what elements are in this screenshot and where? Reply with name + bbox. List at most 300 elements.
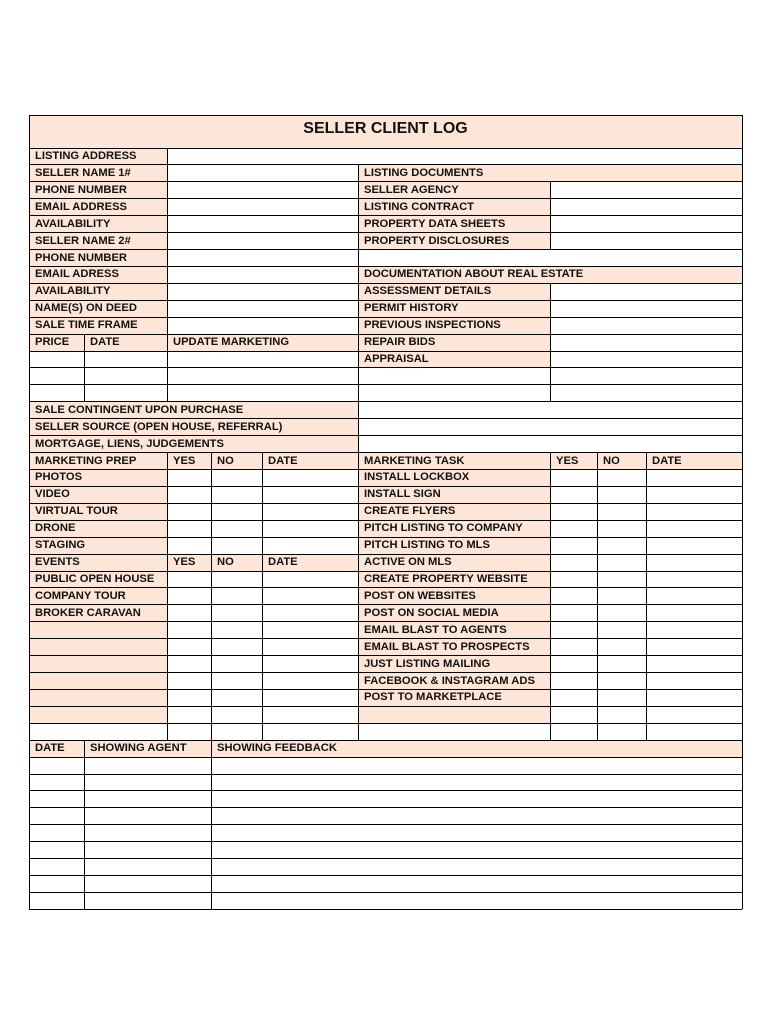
grid-line xyxy=(29,334,84,335)
grid-line xyxy=(550,469,551,486)
blank-cell[interactable] xyxy=(358,368,550,385)
grid-line xyxy=(29,706,167,707)
showing-date-input[interactable] xyxy=(29,757,84,774)
showing-agent-input[interactable] xyxy=(84,876,211,893)
grid-line xyxy=(597,554,598,571)
real-estate-doc-input[interactable] xyxy=(550,283,742,300)
showing-agent-input[interactable] xyxy=(84,774,211,791)
grid-line xyxy=(167,300,168,317)
grid-line xyxy=(167,706,168,723)
date-input[interactable] xyxy=(262,503,358,520)
real-estate-doc-input[interactable] xyxy=(550,351,742,368)
price-input[interactable] xyxy=(29,351,84,368)
grid-line xyxy=(84,909,211,910)
date-input[interactable] xyxy=(646,656,742,673)
no-checkbox[interactable] xyxy=(597,588,646,605)
real-estate-doc-input[interactable] xyxy=(550,334,742,351)
spacer-cell[interactable] xyxy=(550,723,597,740)
grid-line xyxy=(262,503,358,504)
empty-event-label xyxy=(29,706,167,723)
sale-detail-input[interactable] xyxy=(358,436,742,453)
listing-document-input[interactable] xyxy=(550,233,742,250)
grid-line xyxy=(262,486,358,487)
showing-date-input[interactable] xyxy=(29,876,84,893)
grid-line xyxy=(84,757,211,758)
grid-line xyxy=(358,520,359,537)
grid-line xyxy=(167,587,211,588)
grid-line xyxy=(742,402,743,419)
grid-line xyxy=(29,469,167,470)
grid-line xyxy=(84,740,85,757)
grid-line xyxy=(646,655,742,656)
grid-line xyxy=(550,452,597,453)
grid-line xyxy=(742,250,743,267)
grid-line xyxy=(167,334,358,335)
real-estate-doc-input[interactable] xyxy=(550,300,742,317)
grid-line xyxy=(167,233,168,250)
grid-line xyxy=(167,672,211,673)
grid-line xyxy=(29,706,30,723)
yes-checkbox[interactable] xyxy=(550,537,597,554)
date-input[interactable] xyxy=(262,571,358,588)
seller-info-input[interactable] xyxy=(167,250,358,267)
no-checkbox[interactable] xyxy=(597,689,646,706)
grid-line xyxy=(211,469,212,486)
yes-checkbox[interactable] xyxy=(167,537,211,554)
date-input[interactable] xyxy=(262,673,358,690)
grid-line xyxy=(262,706,358,707)
no-checkbox[interactable] xyxy=(597,537,646,554)
grid-line xyxy=(358,622,359,639)
showing-agent-input[interactable] xyxy=(84,791,211,808)
yes-checkbox[interactable] xyxy=(167,503,211,520)
showing-feedback-input[interactable] xyxy=(211,892,742,909)
sale-detail-input[interactable] xyxy=(358,419,742,436)
sale-detail-label: SELLER SOURCE (OPEN HOUSE, REFERRAL) xyxy=(29,419,358,436)
seller-info-input[interactable] xyxy=(167,233,358,250)
sale-detail-input[interactable] xyxy=(358,402,742,419)
spacer-cell[interactable] xyxy=(167,723,211,740)
showing-date-input[interactable] xyxy=(29,808,84,825)
no-checkbox[interactable] xyxy=(211,520,262,537)
spacer-cell[interactable] xyxy=(646,723,742,740)
date-input[interactable] xyxy=(646,486,742,503)
grid-line xyxy=(29,723,167,724)
no-checkbox[interactable] xyxy=(597,469,646,486)
date-input[interactable] xyxy=(262,622,358,639)
seller-info-input[interactable] xyxy=(167,283,358,300)
spacer-cell[interactable] xyxy=(358,723,550,740)
grid-line xyxy=(646,689,647,706)
grid-line xyxy=(262,486,263,503)
yes-checkbox[interactable] xyxy=(167,639,211,656)
seller-info-input[interactable] xyxy=(167,300,358,317)
grid-line xyxy=(646,469,742,470)
grid-line xyxy=(358,486,359,503)
showing-feedback-input[interactable] xyxy=(211,774,742,791)
showing-date-input[interactable] xyxy=(29,892,84,909)
blank-cell[interactable] xyxy=(358,385,550,402)
grid-line xyxy=(167,317,168,334)
grid-line xyxy=(211,571,212,588)
no-checkbox[interactable] xyxy=(597,571,646,588)
no-checkbox[interactable] xyxy=(597,503,646,520)
grid-line xyxy=(211,807,742,808)
grid-line xyxy=(167,655,211,656)
grid-line xyxy=(597,621,646,622)
no-checkbox[interactable] xyxy=(211,605,262,622)
grid-line xyxy=(211,892,742,893)
showing-feedback-input[interactable] xyxy=(211,808,742,825)
grid-line xyxy=(742,419,743,436)
yes-checkbox[interactable] xyxy=(167,469,211,486)
listing-document-input[interactable] xyxy=(550,182,742,199)
grid-line xyxy=(29,757,84,758)
date-input[interactable] xyxy=(84,385,167,402)
showing-agent-input[interactable] xyxy=(84,859,211,876)
grid-line xyxy=(646,486,742,487)
date-input[interactable] xyxy=(646,706,742,723)
date-input[interactable] xyxy=(84,351,167,368)
grid-line xyxy=(550,655,597,656)
showing-date-input[interactable] xyxy=(29,825,84,842)
grid-line xyxy=(358,706,550,707)
date-input[interactable] xyxy=(262,520,358,537)
grid-line xyxy=(597,453,598,470)
grid-line xyxy=(646,673,647,690)
showing-date-input[interactable] xyxy=(29,842,84,859)
grid-line xyxy=(597,452,646,453)
grid-line xyxy=(646,706,742,707)
grid-line xyxy=(742,876,743,893)
grid-line xyxy=(358,198,550,199)
seller-info-input[interactable] xyxy=(167,199,358,216)
grid-line xyxy=(29,317,30,334)
grid-line xyxy=(597,672,646,673)
real-estate-doc-label: REPAIR BIDS xyxy=(358,334,550,351)
grid-line xyxy=(742,588,743,605)
no-checkbox[interactable] xyxy=(597,605,646,622)
grid-line xyxy=(29,351,84,352)
no-checkbox[interactable] xyxy=(597,639,646,656)
grid-line xyxy=(211,503,212,520)
date-input[interactable] xyxy=(262,639,358,656)
yes-checkbox[interactable] xyxy=(550,656,597,673)
empty-task-label xyxy=(358,706,550,723)
grid-line xyxy=(646,588,647,605)
grid-line xyxy=(211,859,212,876)
date-header: DATE xyxy=(646,453,742,470)
grid-line xyxy=(262,469,358,470)
grid-line xyxy=(742,656,743,673)
yes-checkbox[interactable] xyxy=(550,486,597,503)
grid-line xyxy=(29,892,30,909)
listing-document-label: PROPERTY DATA SHEETS xyxy=(358,216,550,233)
grid-line xyxy=(550,317,551,334)
date-input[interactable] xyxy=(262,656,358,673)
grid-line xyxy=(550,283,551,300)
grid-line xyxy=(29,334,30,351)
showing-date-input[interactable] xyxy=(29,791,84,808)
no-checkbox[interactable] xyxy=(597,554,646,571)
marketing-task-item: CREATE FLYERS xyxy=(358,503,550,520)
showing-feedback-input[interactable] xyxy=(211,757,742,774)
grid-line xyxy=(29,233,30,250)
showing-agent-input[interactable] xyxy=(84,825,211,842)
date-input[interactable] xyxy=(646,554,742,571)
date-input[interactable] xyxy=(646,503,742,520)
blank-cell[interactable] xyxy=(550,385,742,402)
grid-line xyxy=(167,266,358,267)
showing-feedback-input[interactable] xyxy=(211,859,742,876)
update-marketing-input[interactable] xyxy=(167,385,358,402)
grid-line xyxy=(646,706,647,723)
yes-checkbox[interactable] xyxy=(167,673,211,690)
grid-line xyxy=(167,317,358,318)
grid-line xyxy=(550,621,597,622)
yes-checkbox[interactable] xyxy=(550,622,597,639)
yes-checkbox[interactable] xyxy=(550,605,597,622)
grid-line xyxy=(550,605,551,622)
real-estate-doc-input[interactable] xyxy=(550,317,742,334)
spacer-cell[interactable] xyxy=(29,723,167,740)
seller-info-input[interactable] xyxy=(167,165,358,182)
date-input[interactable] xyxy=(262,689,358,706)
grid-line xyxy=(742,842,743,859)
date-input[interactable] xyxy=(646,622,742,639)
showing-feedback-input[interactable] xyxy=(211,842,742,859)
grid-line xyxy=(646,639,647,656)
update-marketing-input[interactable] xyxy=(167,351,358,368)
yes-checkbox[interactable] xyxy=(550,706,597,723)
real-estate-doc-label: ASSESSMENT DETAILS xyxy=(358,283,550,300)
no-checkbox[interactable] xyxy=(211,537,262,554)
showing-feedback-input[interactable] xyxy=(211,791,742,808)
showing-agent-input[interactable] xyxy=(84,892,211,909)
no-checkbox[interactable] xyxy=(597,622,646,639)
showing-agent-header: SHOWING AGENT xyxy=(84,740,211,757)
grid-line xyxy=(550,588,551,605)
grid-line xyxy=(211,706,212,723)
no-checkbox[interactable] xyxy=(211,588,262,605)
grid-line xyxy=(29,503,167,504)
spacer-cell[interactable] xyxy=(211,723,262,740)
empty-event-label xyxy=(29,689,167,706)
showing-feedback-input[interactable] xyxy=(211,825,742,842)
date-input[interactable] xyxy=(262,486,358,503)
no-checkbox[interactable] xyxy=(211,622,262,639)
grid-line xyxy=(262,520,263,537)
grid-line xyxy=(167,351,358,352)
grid-line xyxy=(550,181,742,182)
grid-line xyxy=(29,537,30,554)
grid-line xyxy=(597,571,646,572)
date-input[interactable] xyxy=(646,673,742,690)
grid-line xyxy=(358,520,550,521)
no-checkbox[interactable] xyxy=(211,656,262,673)
no-checkbox[interactable] xyxy=(211,673,262,690)
yes-checkbox[interactable] xyxy=(550,639,597,656)
grid-line xyxy=(29,520,167,521)
yes-checkbox[interactable] xyxy=(550,673,597,690)
real-estate-doc-label: APPRAISAL xyxy=(358,351,550,368)
date-input[interactable] xyxy=(262,537,358,554)
grid-line xyxy=(262,587,358,588)
grid-line xyxy=(550,537,597,538)
empty-event-label xyxy=(29,622,167,639)
grid-line xyxy=(597,520,598,537)
grid-line xyxy=(646,469,647,486)
date-input[interactable] xyxy=(646,639,742,656)
date-input[interactable] xyxy=(646,605,742,622)
grid-line xyxy=(597,723,598,740)
grid-line xyxy=(29,571,167,572)
grid-line xyxy=(167,604,211,605)
showing-agent-input[interactable] xyxy=(84,808,211,825)
blank-row[interactable] xyxy=(358,250,742,267)
no-checkbox[interactable] xyxy=(597,673,646,690)
grid-line xyxy=(358,351,550,352)
yes-checkbox[interactable] xyxy=(167,571,211,588)
no-checkbox[interactable] xyxy=(211,706,262,723)
no-checkbox[interactable] xyxy=(211,469,262,486)
date-input[interactable] xyxy=(262,588,358,605)
grid-line xyxy=(84,842,85,859)
grid-line xyxy=(597,706,598,723)
marketing-task-item: JUST LISTING MAILING xyxy=(358,656,550,673)
grid-line xyxy=(742,706,743,723)
no-checkbox[interactable] xyxy=(211,689,262,706)
marketing-prep-item: PHOTOS xyxy=(29,469,167,486)
grid-line xyxy=(29,587,167,588)
yes-checkbox[interactable] xyxy=(550,588,597,605)
grid-line xyxy=(29,909,84,910)
grid-line xyxy=(550,469,597,470)
grid-line xyxy=(646,554,647,571)
showing-date-input[interactable] xyxy=(29,859,84,876)
yes-checkbox[interactable] xyxy=(550,503,597,520)
grid-line xyxy=(167,689,211,690)
no-checkbox[interactable] xyxy=(211,486,262,503)
date-input[interactable] xyxy=(646,469,742,486)
date-input[interactable] xyxy=(262,706,358,723)
no-checkbox[interactable] xyxy=(597,520,646,537)
seller-info-input[interactable] xyxy=(167,216,358,233)
grid-line xyxy=(167,554,168,571)
yes-checkbox[interactable] xyxy=(550,689,597,706)
yes-checkbox[interactable] xyxy=(550,520,597,537)
listing-document-input[interactable] xyxy=(550,199,742,216)
grid-line xyxy=(358,621,550,622)
showing-date-input[interactable] xyxy=(29,774,84,791)
grid-line xyxy=(84,351,167,352)
showing-feedback-input[interactable] xyxy=(211,876,742,893)
yes-checkbox[interactable] xyxy=(167,588,211,605)
grid-line xyxy=(550,723,597,724)
grid-line xyxy=(84,774,85,791)
date-input[interactable] xyxy=(84,368,167,385)
date-input[interactable] xyxy=(262,605,358,622)
yes-checkbox[interactable] xyxy=(167,706,211,723)
grid-line xyxy=(358,367,550,368)
date-input[interactable] xyxy=(646,520,742,537)
showing-agent-input[interactable] xyxy=(84,757,211,774)
grid-line xyxy=(29,740,30,757)
seller-info-input[interactable] xyxy=(167,266,358,283)
grid-line xyxy=(550,672,597,673)
grid-line xyxy=(29,537,167,538)
yes-checkbox[interactable] xyxy=(167,486,211,503)
grid-line xyxy=(84,824,211,825)
no-checkbox[interactable] xyxy=(211,639,262,656)
real-estate-doc-label: PREVIOUS INSPECTIONS xyxy=(358,317,550,334)
date-input[interactable] xyxy=(646,537,742,554)
grid-line xyxy=(211,876,212,893)
yes-checkbox[interactable] xyxy=(167,605,211,622)
date-input[interactable] xyxy=(262,469,358,486)
spacer-cell[interactable] xyxy=(262,723,358,740)
marketing-task-item: EMAIL BLAST TO AGENTS xyxy=(358,622,550,639)
listing-address-input[interactable] xyxy=(167,148,742,165)
yes-checkbox[interactable] xyxy=(550,554,597,571)
spacer-cell[interactable] xyxy=(597,723,646,740)
no-checkbox[interactable] xyxy=(211,503,262,520)
yes-checkbox[interactable] xyxy=(167,689,211,706)
grid-line xyxy=(29,672,167,673)
yes-checkbox[interactable] xyxy=(167,656,211,673)
seller-info-input[interactable] xyxy=(167,182,358,199)
date-input[interactable] xyxy=(646,571,742,588)
grid-line xyxy=(742,774,743,791)
yes-header: YES xyxy=(167,554,211,571)
grid-line xyxy=(29,402,30,419)
grid-line xyxy=(167,639,168,656)
yes-checkbox[interactable] xyxy=(550,571,597,588)
yes-checkbox[interactable] xyxy=(167,622,211,639)
grid-line xyxy=(84,858,211,859)
no-checkbox[interactable] xyxy=(597,486,646,503)
grid-line xyxy=(358,233,359,250)
seller-info-input[interactable] xyxy=(167,317,358,334)
grid-line xyxy=(167,571,168,588)
yes-checkbox[interactable] xyxy=(550,469,597,486)
showing-date-header: DATE xyxy=(29,740,84,757)
grid-line xyxy=(550,571,551,588)
no-checkbox[interactable] xyxy=(211,571,262,588)
grid-line xyxy=(646,486,647,503)
grid-line xyxy=(84,368,85,385)
grid-line xyxy=(358,453,359,470)
grid-line xyxy=(29,317,167,318)
grid-line xyxy=(742,571,743,588)
no-checkbox[interactable] xyxy=(597,656,646,673)
grid-line xyxy=(167,689,168,706)
date-input[interactable] xyxy=(646,588,742,605)
grid-line xyxy=(262,554,358,555)
listing-document-input[interactable] xyxy=(550,216,742,233)
date-input[interactable] xyxy=(646,689,742,706)
no-checkbox[interactable] xyxy=(597,706,646,723)
showing-agent-input[interactable] xyxy=(84,842,211,859)
blank-cell[interactable] xyxy=(550,368,742,385)
grid-line xyxy=(742,216,743,233)
update-marketing-input[interactable] xyxy=(167,368,358,385)
price-input[interactable] xyxy=(29,385,84,402)
yes-checkbox[interactable] xyxy=(167,520,211,537)
grid-line xyxy=(262,503,263,520)
grid-line xyxy=(29,571,30,588)
price-input[interactable] xyxy=(29,368,84,385)
